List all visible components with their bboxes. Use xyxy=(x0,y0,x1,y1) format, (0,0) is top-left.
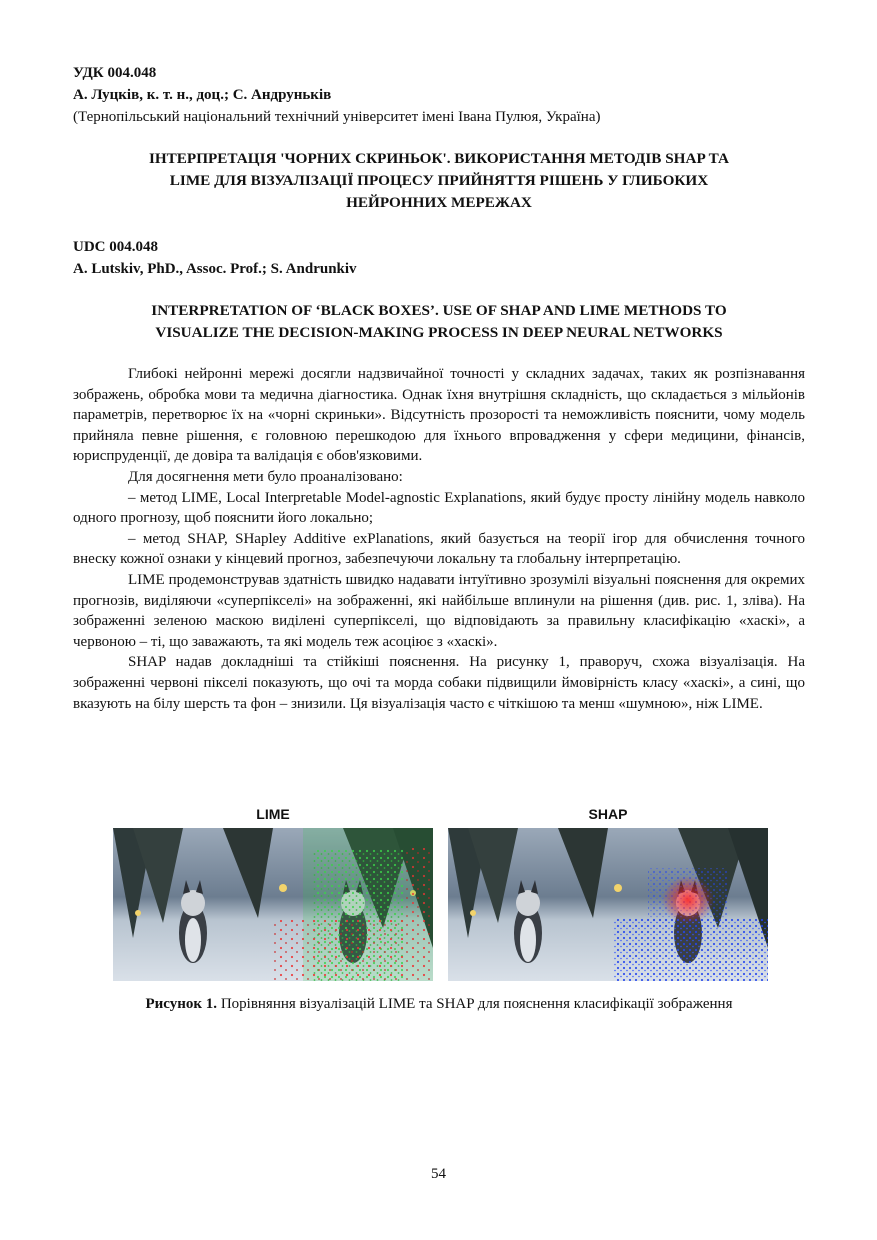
title-ua xyxy=(73,148,805,214)
page-number: 54 xyxy=(431,1166,446,1182)
paragraph-lime-result: LIME продемонстрував здатність швидко надавати інтуїтивно зрозумілі візуальні пояснення для окремих прогнозів, виділяючи «суперпікселі» на зображенні, які найбільше вплинули на рішення (див. рис. 1, зліва). На зображенні зеленою маскою виділені суперпікселі, що відповідають за правильну класифікацію «хаскі», а червоною – ті, що заважають, та які модель теж асоціює з «хаскі». xyxy=(73,571,805,650)
lime-image xyxy=(113,828,433,981)
en-header xyxy=(73,236,805,280)
lime-panel xyxy=(113,806,433,982)
paragraph-shap-method: – метод SHAP, SHapley Additive exPlanations, який базується на теорії ігор для обчислення точного внеску кожної ознаки у кінцевий прогноз, забезпечуючи локальну та глобальну інтерпретацію. xyxy=(73,530,805,568)
title-en-line: INTERPRETATION OF ‘BLACK BOXES’. USE OF SHAP AND LIME METHODS TO xyxy=(151,302,727,319)
title-ua-line: ІНТЕРПРЕТАЦІЯ 'ЧОРНИХ СКРИНЬОК'. ВИКОРИСТАННЯ МЕТОДІВ SHAP ТА xyxy=(148,150,730,167)
lime-title: LIME xyxy=(256,806,290,822)
title-en xyxy=(73,300,805,344)
title-ua-line: LIME ДЛЯ ВІЗУАЛІЗАЦІЇ ПРОЦЕСУ ПРИЙНЯТТЯ РІШЕНЬ У ГЛИБОКИХ xyxy=(169,172,709,189)
shap-title: SHAP xyxy=(588,806,628,822)
figure-caption xyxy=(73,996,805,1013)
title-en-line: VISUALIZE THE DECISION-MAKING PROCESS IN DEEP NEURAL NETWORKS xyxy=(155,324,723,341)
udc-ua: УДК 004.048 xyxy=(73,65,157,81)
shap-panel xyxy=(448,806,768,982)
title-ua-line: НЕЙРОННИХ МЕРЕЖАХ xyxy=(346,194,532,211)
paper-page xyxy=(73,62,805,714)
paragraph-shap-result: SHAP надав докладніші та стійкіші пояснення. На рисунку 1, праворуч, схожа візуалізація. На зображенні червоні пікселі показують, що очі та морда собаки підвищили ймовірність класу «хаскі», а сині, що вказують на білу шерсть та фон – знизили. Ця візуалізація часто є чіткішою та менш «шумною», ніж LIME. xyxy=(73,654,805,712)
caption-label: Рисунок 1. xyxy=(145,996,218,1012)
paragraph-lime-method: – метод LIME, Local Interpretable Model-agnostic Explanations, який будує просту лінійну модель навколо одного прогнозу, щоб пояснити його локально; xyxy=(73,489,805,527)
body-text xyxy=(73,364,805,714)
authors-en: A. Lutskiv, PhD., Assoc. Prof.; S. Andrunkiv xyxy=(73,261,357,277)
shap-image xyxy=(448,828,768,981)
paragraph-aim: Для досягнення мети було проаналізовано: xyxy=(128,468,403,485)
affiliation-ua: (Тернопільський національний технічний університет імені Івана Пулюя, Україна) xyxy=(73,109,601,125)
figure-1 xyxy=(113,806,767,982)
paragraph-intro: Глибокі нейронні мережі досягли надзвичайної точності у складних задачах, таких як розпізнавання зображень, обробка мови та медична діагностика. Однак їхня внутрішня складність, що складається з мільйонів параметрів, перетворює їх на «чорні скриньки». Відсутність прозорості та неможливість пояснити, чому модель прийняла певне рішення, є головною перешкодою для їхнього впровадження у сфери медицини, фінансів, юриспруденції, де довіра та валідація є обов'язковими. xyxy=(73,366,805,465)
caption-text: Порівняння візуалізацій LIME та SHAP для пояснення класифікації зображення xyxy=(217,996,733,1012)
ua-header xyxy=(73,62,805,128)
udc-en: UDC 004.048 xyxy=(73,239,158,255)
authors-ua: А. Луцків, к. т. н., доц.; С. Андруньків xyxy=(73,87,332,103)
